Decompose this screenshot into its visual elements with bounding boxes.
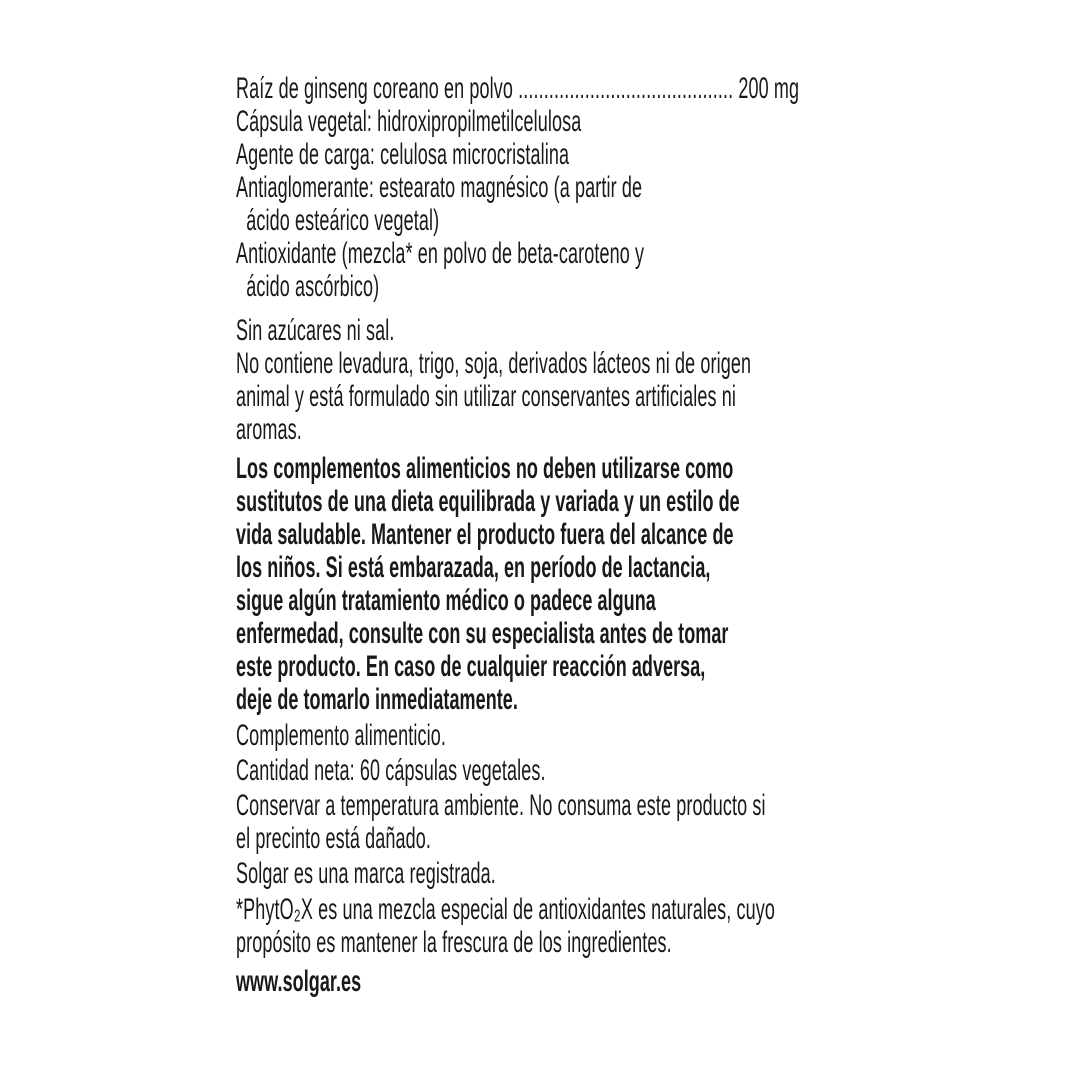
label-line: Solgar es una marca registrada. bbox=[236, 857, 496, 890]
label-text-block bbox=[236, 72, 860, 998]
label-line: el precinto está dañado. bbox=[236, 822, 432, 855]
label-line: sigue algún tratamiento médico o padece alguna bbox=[236, 584, 656, 617]
paragraph-website bbox=[236, 965, 860, 998]
label-line: enfermedad, consulte con su especialista antes de tomar bbox=[236, 617, 729, 650]
label-line: Antioxidante (mezcla* en polvo de beta-caroteno y bbox=[236, 237, 645, 270]
label-line: Antiaglomerante: estearato magnésico (a partir de bbox=[236, 171, 643, 204]
label-line: animal y está formulado sin utilizar conservantes artificiales ni bbox=[236, 380, 737, 413]
label-line: Conservar a temperatura ambiente. No consuma este producto si bbox=[236, 789, 766, 822]
paragraph-net-quantity bbox=[236, 754, 860, 787]
paragraph-category bbox=[236, 719, 860, 752]
label-line: Cantidad neta: 60 cápsulas vegetales. bbox=[236, 754, 546, 787]
label-line: ácido ascórbico) bbox=[236, 270, 380, 303]
paragraph-trademark bbox=[236, 857, 860, 890]
label-line: Sin azúcares ni sal. bbox=[236, 314, 395, 347]
paragraph-ingredients bbox=[236, 72, 860, 303]
label-line: este producto. En caso de cualquier reacción adversa, bbox=[236, 650, 706, 683]
label-line: www.solgar.es bbox=[236, 965, 362, 998]
label-line: *PhytO₂X es una mezcla especial de antioxidantes naturales, cuyo bbox=[236, 893, 775, 926]
label-line: Raíz de ginseng coreano en polvo .......................................... 200 mg bbox=[236, 72, 800, 105]
label-line: vida saludable. Mantener el producto fuera del alcance de bbox=[236, 518, 734, 551]
label-line: sustitutos de una dieta equilibrada y variada y un estilo de bbox=[236, 485, 740, 518]
label-line: los niños. Si está embarazada, en período de lactancia, bbox=[236, 551, 711, 584]
label-line: Cápsula vegetal: hidroxipropilmetilcelulosa bbox=[236, 105, 582, 138]
paragraph-phyto2x-note bbox=[236, 893, 860, 959]
label-line: aromas. bbox=[236, 413, 302, 446]
label-line: Los complementos alimenticios no deben utilizarse como bbox=[236, 452, 734, 485]
paragraph-warning bbox=[236, 452, 860, 716]
label-line: Complemento alimenticio. bbox=[236, 719, 446, 752]
label-line: No contiene levadura, trigo, soja, derivados lácteos ni de origen bbox=[236, 347, 752, 380]
label-line: Agente de carga: celulosa microcristalina bbox=[236, 138, 570, 171]
label-line: propósito es mantener la frescura de los ingredientes. bbox=[236, 926, 672, 959]
label-line: deje de tomarlo inmediatamente. bbox=[236, 683, 518, 716]
paragraph-storage bbox=[236, 789, 860, 855]
paragraph-free-from bbox=[236, 314, 860, 446]
label-line: ácido esteárico vegetal) bbox=[236, 204, 440, 237]
